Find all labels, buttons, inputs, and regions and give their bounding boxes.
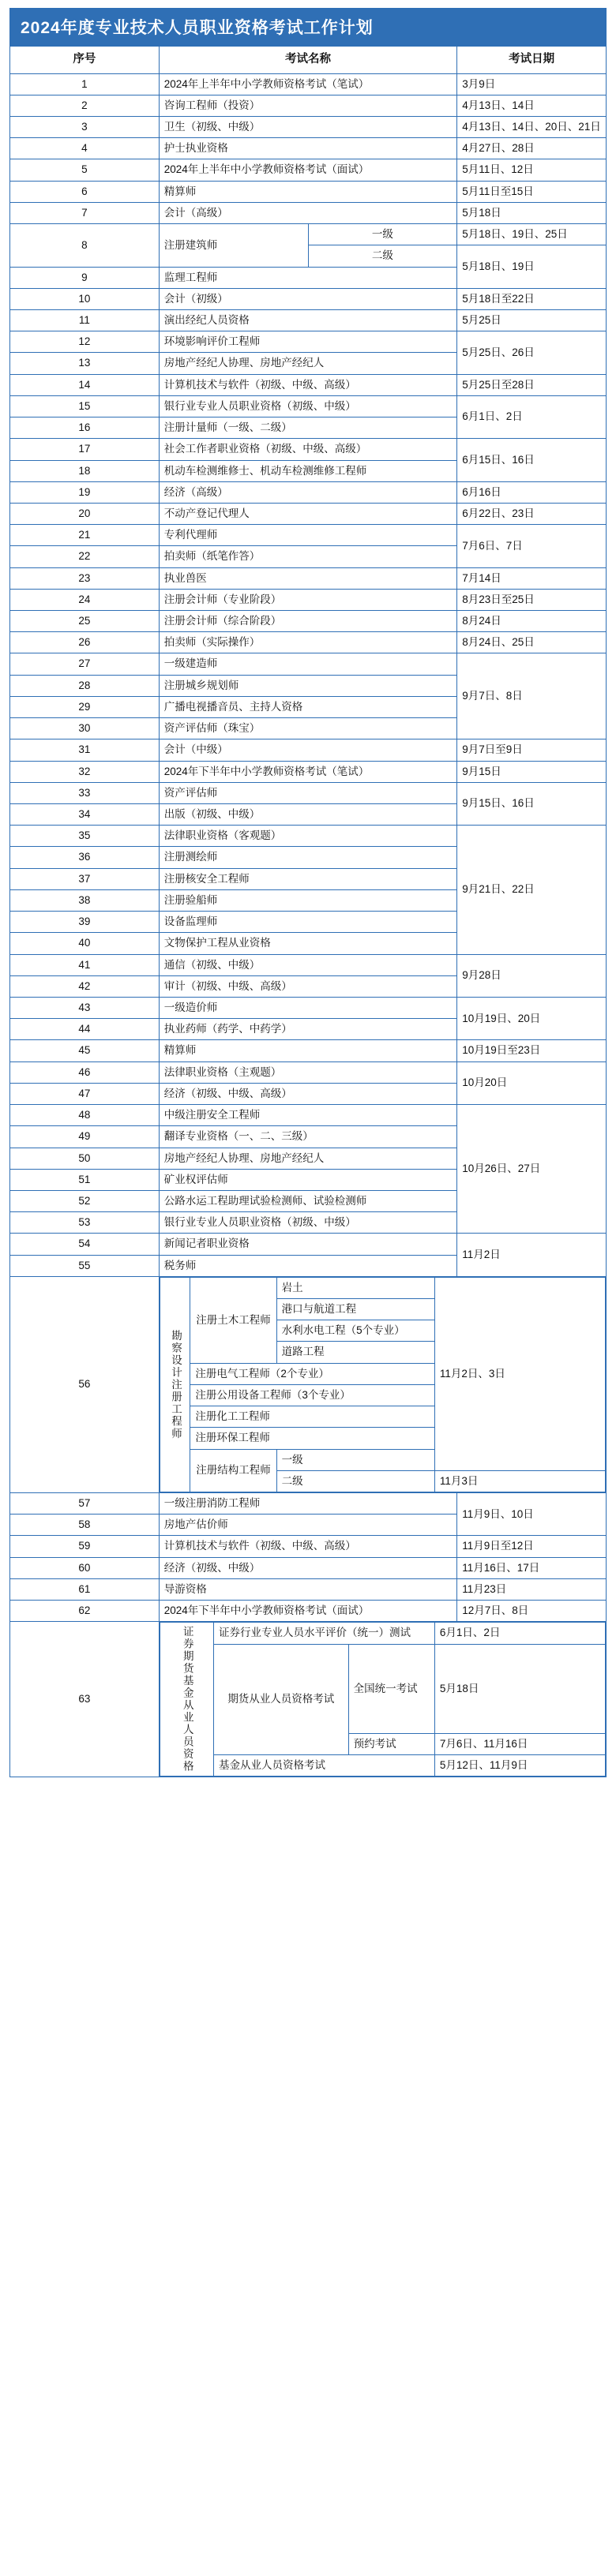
cell-date: 6月1日、2日 [434, 1623, 605, 1644]
cell-seq: 44 [10, 1019, 160, 1040]
cell-name: 护士执业资格 [159, 138, 457, 159]
cell-seq: 23 [10, 567, 160, 589]
cell-date: 11月2日 [457, 1234, 607, 1276]
cell-name: 矿业权评估师 [159, 1169, 457, 1190]
cell-seq: 18 [10, 460, 160, 481]
cell-nested-56 [159, 1276, 606, 1492]
cell-seq: 41 [10, 954, 160, 975]
table-row [10, 1578, 607, 1600]
cell-date: 12月7日、8日 [457, 1601, 607, 1622]
cell-seq: 34 [10, 804, 160, 826]
cell-seq: 33 [10, 782, 160, 803]
cell-name: 法律职业资格（主观题） [159, 1061, 457, 1083]
nested-row [160, 1277, 605, 1298]
cell-seq: 2 [10, 95, 160, 116]
table-row [10, 567, 607, 589]
cell-seq: 51 [10, 1169, 160, 1190]
cell-name: 2024年下半年中小学教师资格考试（笔试） [159, 761, 457, 782]
cell-seq: 13 [10, 353, 160, 374]
cell-seq: 55 [10, 1255, 160, 1276]
cell-seq: 22 [10, 546, 160, 567]
cell-name: 不动产登记代理人 [159, 503, 457, 524]
cell-name: 房地产估价师 [159, 1515, 457, 1536]
cell-seq: 36 [10, 847, 160, 868]
cell-date: 10月26日、27日 [457, 1105, 607, 1234]
table-row [10, 395, 607, 417]
cell-seq: 4 [10, 138, 160, 159]
cell-date: 10月19日至23日 [457, 1040, 607, 1061]
cell-date: 6月22日、23日 [457, 503, 607, 524]
cell-seq: 12 [10, 331, 160, 353]
cell-date: 9月15日、16日 [457, 782, 607, 825]
cell-date: 11月23日 [457, 1578, 607, 1600]
cell-name: 计算机技术与软件（初级、中级、高级） [159, 374, 457, 395]
cell-exam-name: 基金从业人员资格考试 [214, 1755, 435, 1777]
cell-seq: 54 [10, 1234, 160, 1255]
table-row [10, 954, 607, 975]
table-row [10, 826, 607, 847]
table-row [10, 331, 607, 353]
cell-seq: 30 [10, 718, 160, 739]
cell-name: 拍卖师（实际操作） [159, 632, 457, 653]
cell-seq: 35 [10, 826, 160, 847]
cell-seq: 28 [10, 675, 160, 696]
table-row [10, 73, 607, 95]
table-row [10, 589, 607, 610]
cell-name: 注册测绘师 [159, 847, 457, 868]
table-row [10, 181, 607, 202]
cell-date: 7月6日、7日 [457, 525, 607, 567]
cell-name: 设备监理师 [159, 912, 457, 933]
cell-date: 9月28日 [457, 954, 607, 997]
cell-name: 经济（初级、中级） [159, 1557, 457, 1578]
table-row [10, 1105, 607, 1126]
cell-subname: 一级 [308, 224, 457, 245]
cell-name: 一级注册消防工程师 [159, 1493, 457, 1515]
cell-name: 一级造价师 [159, 997, 457, 1018]
cell-date: 10月19日、20日 [457, 997, 607, 1039]
cell-group-label: 注册公用设备工程师（3个专业） [190, 1384, 434, 1406]
cell-date: 5月11日至15日 [457, 181, 607, 202]
cell-name: 出版（初级、中级） [159, 804, 457, 826]
table-row [10, 439, 607, 460]
cell-name: 会计（初级） [159, 288, 457, 309]
cell-name: 注册核安全工程师 [159, 868, 457, 889]
cell-seq: 61 [10, 1578, 160, 1600]
cell-date: 10月20日 [457, 1061, 607, 1104]
cell-name: 审计（初级、中级、高级） [159, 975, 457, 997]
cell-seq: 32 [10, 761, 160, 782]
cell-name: 翻译专业资格（一、二、三级） [159, 1126, 457, 1148]
cell-name: 房地产经纪人协理、房地产经纪人 [159, 1148, 457, 1169]
table-row [10, 611, 607, 632]
cell-name: 会计（中级） [159, 739, 457, 761]
cell-name: 房地产经纪人协理、房地产经纪人 [159, 353, 457, 374]
cell-name: 2024年下半年中小学教师资格考试（面试） [159, 1601, 457, 1622]
cell-date: 7月6日、11月16日 [434, 1733, 605, 1754]
cell-date: 8月24日、25日 [457, 632, 607, 653]
table-row-63 [10, 1622, 607, 1777]
cell-seq: 21 [10, 525, 160, 546]
cell-name: 一级建造师 [159, 653, 457, 675]
cell-date: 5月18日至22日 [457, 288, 607, 309]
cell-name: 法律职业资格（客观题） [159, 826, 457, 847]
cell-date: 8月24日 [457, 611, 607, 632]
cell-seq: 43 [10, 997, 160, 1018]
cell-group-label: 注册结构工程师 [190, 1449, 276, 1492]
cell-seq: 57 [10, 1493, 160, 1515]
cell-specialty: 水利水电工程（5个专业） [276, 1320, 434, 1342]
cell-seq: 46 [10, 1061, 160, 1083]
table-row [10, 202, 607, 223]
cell-group-label: 注册电气工程师（2个专业） [190, 1363, 434, 1384]
cell-seq: 62 [10, 1601, 160, 1622]
cell-vertical-label-56: 勘察设计注册工程师 [160, 1277, 190, 1492]
nested-table-63 [160, 1622, 606, 1777]
table-row [10, 1493, 607, 1515]
exam-schedule-table [9, 46, 607, 1777]
cell-date: 11月9日、10日 [457, 1493, 607, 1536]
cell-seq: 19 [10, 481, 160, 503]
table-row [10, 653, 607, 675]
cell-name: 注册计量师（一级、二级） [159, 417, 457, 439]
cell-subname: 二级 [308, 245, 457, 267]
cell-date: 9月7日、8日 [457, 653, 607, 739]
cell-date: 5月25日、26日 [457, 331, 607, 374]
nested-row [160, 1644, 605, 1733]
nested-row [160, 1755, 605, 1777]
cell-seq: 29 [10, 696, 160, 717]
cell-seq: 53 [10, 1212, 160, 1234]
cell-date: 11月2日、3日 [434, 1277, 605, 1470]
table-row [10, 1061, 607, 1083]
cell-date: 11月9日至12日 [457, 1536, 607, 1557]
cell-name: 2024年上半年中小学教师资格考试（面试） [159, 159, 457, 181]
cell-seq: 25 [10, 611, 160, 632]
cell-name: 注册会计师（综合阶段） [159, 611, 457, 632]
cell-date: 5月18日、19日 [457, 245, 607, 288]
cell-name: 机动车检测维修士、机动车检测维修工程师 [159, 460, 457, 481]
cell-vertical-label-63: 证券期货基金从业人员资格 [160, 1623, 213, 1777]
cell-name: 执业药师（药学、中药学） [159, 1019, 457, 1040]
cell-group-label: 注册环保工程师 [190, 1428, 434, 1449]
cell-seq: 50 [10, 1148, 160, 1169]
table-row [10, 782, 607, 803]
cell-name: 文物保护工程从业资格 [159, 933, 457, 954]
table-row [10, 1234, 607, 1255]
cell-name: 会计（高级） [159, 202, 457, 223]
cell-seq: 47 [10, 1083, 160, 1104]
table-row-56 [10, 1276, 607, 1492]
table-row [10, 1601, 607, 1622]
cell-name: 监理工程师 [159, 267, 457, 288]
cell-seq: 27 [10, 653, 160, 675]
table-row [10, 525, 607, 546]
table-row [10, 1040, 607, 1061]
cell-date: 5月18日 [434, 1644, 605, 1733]
cell-name: 专利代理师 [159, 525, 457, 546]
table-row [10, 95, 607, 116]
cell-name: 经济（高级） [159, 481, 457, 503]
cell-seq: 52 [10, 1190, 160, 1211]
cell-name: 咨询工程师（投资） [159, 95, 457, 116]
cell-name: 环境影响评价工程师 [159, 331, 457, 353]
cell-specialty: 港口与航道工程 [276, 1299, 434, 1320]
table-row [10, 1557, 607, 1578]
table-row [10, 503, 607, 524]
table-row [10, 374, 607, 395]
cell-name: 卫生（初级、中级） [159, 117, 457, 138]
cell-date: 6月15日、16日 [457, 439, 607, 481]
cell-name: 资产评估师（珠宝） [159, 718, 457, 739]
cell-exam-mode: 全国统一考试 [348, 1644, 434, 1733]
table-row [10, 117, 607, 138]
cell-exam-mode: 预约考试 [348, 1733, 434, 1754]
cell-date: 5月11日、12日 [457, 159, 607, 181]
cell-seq: 24 [10, 589, 160, 610]
cell-date: 5月18日 [457, 202, 607, 223]
cell-date: 9月21日、22日 [457, 826, 607, 954]
table-row [10, 997, 607, 1018]
cell-date: 5月18日、19日、25日 [457, 224, 607, 245]
cell-seq: 42 [10, 975, 160, 997]
cell-seq: 48 [10, 1105, 160, 1126]
cell-nested-63 [159, 1622, 606, 1777]
cell-seq: 39 [10, 912, 160, 933]
cell-date: 5月25日至28日 [457, 374, 607, 395]
cell-name: 精算师 [159, 181, 457, 202]
cell-seq: 59 [10, 1536, 160, 1557]
cell-seq: 63 [10, 1622, 160, 1777]
cell-date: 4月13日、14日 [457, 95, 607, 116]
cell-date: 5月12日、11月9日 [434, 1755, 605, 1777]
table-row [10, 309, 607, 331]
cell-seq: 40 [10, 933, 160, 954]
cell-group-label: 注册土木工程师 [190, 1277, 276, 1363]
cell-seq: 26 [10, 632, 160, 653]
table-row [10, 739, 607, 761]
cell-exam-name: 证券行业专业人员水平评价（统一）测试 [214, 1623, 435, 1644]
cell-name: 经济（初级、中级、高级） [159, 1083, 457, 1104]
cell-name: 2024年上半年中小学教师资格考试（笔试） [159, 73, 457, 95]
cell-date: 9月7日至9日 [457, 739, 607, 761]
cell-group-label: 注册化工工程师 [190, 1406, 434, 1428]
cell-seq: 1 [10, 73, 160, 95]
column-header-seq: 序号 [10, 47, 160, 74]
page-title: 2024年度专业技术人员职业资格考试工作计划 [9, 8, 607, 46]
cell-name: 注册验船师 [159, 889, 457, 911]
cell-name: 税务师 [159, 1255, 457, 1276]
cell-seq: 17 [10, 439, 160, 460]
cell-seq: 8 [10, 224, 160, 267]
cell-name: 执业兽医 [159, 567, 457, 589]
cell-specialty: 一级 [276, 1449, 434, 1470]
table-header-row [10, 47, 607, 74]
cell-seq: 20 [10, 503, 160, 524]
table-row [10, 224, 607, 245]
column-header-name: 考试名称 [159, 47, 457, 74]
cell-seq: 3 [10, 117, 160, 138]
cell-date: 4月13日、14日、20日、21日 [457, 117, 607, 138]
cell-seq: 7 [10, 202, 160, 223]
cell-seq: 16 [10, 417, 160, 439]
nested-table-56 [160, 1277, 606, 1492]
cell-seq: 56 [10, 1276, 160, 1492]
cell-seq: 37 [10, 868, 160, 889]
table-row [10, 138, 607, 159]
cell-name: 精算师 [159, 1040, 457, 1061]
cell-name: 拍卖师（纸笔作答） [159, 546, 457, 567]
cell-specialty: 岩土 [276, 1277, 434, 1298]
cell-date: 7月14日 [457, 567, 607, 589]
cell-name: 银行业专业人员职业资格（初级、中级） [159, 395, 457, 417]
cell-name: 注册建筑师 [159, 224, 308, 267]
nested-row [160, 1623, 605, 1644]
cell-date: 5月25日 [457, 309, 607, 331]
cell-date: 6月16日 [457, 481, 607, 503]
cell-seq: 10 [10, 288, 160, 309]
cell-name: 广播电视播音员、主持人资格 [159, 696, 457, 717]
cell-name: 演出经纪人员资格 [159, 309, 457, 331]
table-row [10, 1536, 607, 1557]
cell-seq: 9 [10, 267, 160, 288]
cell-name: 通信（初级、中级） [159, 954, 457, 975]
table-row [10, 481, 607, 503]
cell-seq: 11 [10, 309, 160, 331]
cell-exam-name: 期货从业人员资格考试 [214, 1644, 349, 1755]
cell-seq: 5 [10, 159, 160, 181]
cell-name: 资产评估师 [159, 782, 457, 803]
cell-name: 计算机技术与软件（初级、中级、高级） [159, 1536, 457, 1557]
cell-name: 新闻记者职业资格 [159, 1234, 457, 1255]
cell-seq: 15 [10, 395, 160, 417]
cell-date: 9月15日 [457, 761, 607, 782]
cell-seq: 31 [10, 739, 160, 761]
cell-seq: 60 [10, 1557, 160, 1578]
cell-seq: 49 [10, 1126, 160, 1148]
cell-name: 中级注册安全工程师 [159, 1105, 457, 1126]
cell-name: 注册城乡规划师 [159, 675, 457, 696]
table-row [10, 761, 607, 782]
cell-name: 导游资格 [159, 1578, 457, 1600]
cell-seq: 45 [10, 1040, 160, 1061]
table-row [10, 159, 607, 181]
cell-name: 注册会计师（专业阶段） [159, 589, 457, 610]
table-row [10, 288, 607, 309]
cell-date: 4月27日、28日 [457, 138, 607, 159]
table-row [10, 632, 607, 653]
cell-date: 11月3日 [434, 1470, 605, 1492]
cell-date: 3月9日 [457, 73, 607, 95]
cell-specialty: 道路工程 [276, 1342, 434, 1363]
column-header-date: 考试日期 [457, 47, 607, 74]
cell-date: 8月23日至25日 [457, 589, 607, 610]
cell-date: 11月16日、17日 [457, 1557, 607, 1578]
cell-seq: 38 [10, 889, 160, 911]
cell-name: 公路水运工程助理试验检测师、试验检测师 [159, 1190, 457, 1211]
cell-seq: 6 [10, 181, 160, 202]
cell-date: 6月1日、2日 [457, 395, 607, 438]
cell-name: 社会工作者职业资格（初级、中级、高级） [159, 439, 457, 460]
cell-seq: 58 [10, 1515, 160, 1536]
cell-specialty: 二级 [276, 1470, 434, 1492]
cell-name: 银行业专业人员职业资格（初级、中级） [159, 1212, 457, 1234]
cell-seq: 14 [10, 374, 160, 395]
